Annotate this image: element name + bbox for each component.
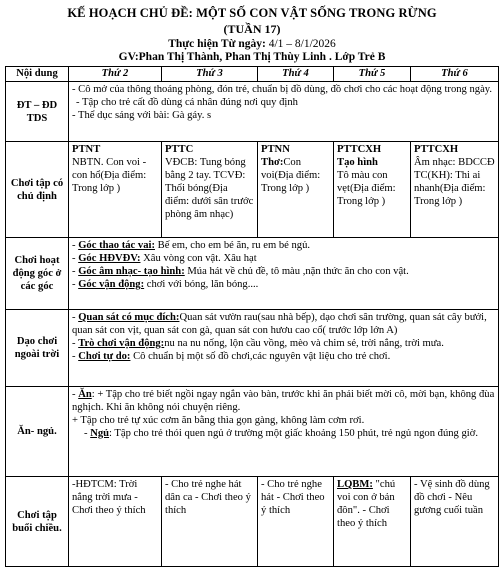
outdoor-observe-text: Quan sát vườn rau(sau nhà bếp), dạo chơi sân trường, quan sát cây bưởi, quan sát con vịt, quan sát con gà, quan sát con hươu cao cổ( trước lớp lớn A) [72,312,487,336]
outdoor-game-text: nu na nu nống, lộn cầu vồng, mèo và chim sẻ, trời nắng, trời mưa. [164,338,444,349]
corner-text: chơi với bóng, lăn bóng.... [144,279,259,290]
row-label-lessons: Chơi tập có chủ định [6,142,69,238]
corner-name: Góc âm nhạc- tạo hình: [78,266,185,277]
afternoon-thu-name: LQBM: [337,479,373,490]
afternoon-mon: -HĐTCM: Trời nắng trời mưa - Chơi theo ý thích [69,477,162,567]
afternoon-thu-text: "chú voi con ở bản đôn". - Chơi theo ý thích [337,479,396,529]
outdoor-observe-name: Quan sát có mục đích: [78,312,180,323]
date-value: 4/1 – 8/1/2026 [268,38,336,50]
meal-text: - Ăn: + Tập cho trẻ biết ngồi ngay ngắn vào bàn, trước khi ăn phải biết mời cô, mời bạn, không đùa nghịch. Khi ăn không nói chuyện riêng. [72,389,495,413]
table-header-row [6,67,499,82]
meal-name: Ăn [78,389,92,400]
outdoor-game-name: Trò chơi vận động: [78,338,165,349]
lesson-title: PTTCXH [337,144,382,155]
outdoor-content [69,310,499,387]
table-row-corners [6,238,499,310]
lesson-text: Con voi(Địa điểm: Trong lớp ) [261,157,321,194]
welcome-line: - Cô mở của thông thoáng phòng, đón trẻ, chuẩn bị đồ dùng, đồ chơi cho các hoạt động trong ngày. [72,84,493,95]
lesson-title: PTTCXH [414,144,459,155]
col-header-wed: Thứ 4 [258,67,334,82]
lesson-thu [334,142,411,238]
table-row-afternoon [6,477,499,567]
lesson-title: PTNT [72,144,101,155]
corner-name: Góc vận động: [78,279,145,290]
schedule-table [5,66,499,567]
row-label-outdoor: Dạo chơi ngoài trời [6,310,69,387]
col-header-tue: Thứ 3 [162,67,258,82]
outdoor-game: - Trò chơi vận động:nu na nu nống, lộn cầu vồng, mèo và chim sẻ, trời nắng, trời mưa. [72,338,444,349]
corner-text: Bế em, cho em bé ăn, ru em bé ngủ. [154,240,311,251]
corner-item: - Góc âm nhạc- tạo hình: Múa hát về chủ đề, tô màu ,nặn thức ăn cho con vật. [72,266,409,277]
week-label: (TUẦN 17) [223,22,281,36]
corner-item: - Góc vận động: chơi với bóng, lăn bóng.... [72,279,259,290]
sleep-desc: : Tập cho trẻ thói quen ngủ ở trường một giấc khoảng 150 phút, trẻ ngủ ngon đúng giờ. [109,428,478,439]
lesson-body: Âm nhạc: BDCCĐ TC(KH): Thi ai nhanh(Địa điểm: Trong lớp ) [414,157,495,207]
sleep-text: - Ngủ: Tập cho trẻ thói quen ngủ ở trường một giấc khoảng 150 phút, trẻ ngủ ngon đúng giờ. [84,428,478,439]
date-label: Thực hiện Từ ngày: [168,38,266,50]
afternoon-tue: - Cho trẻ nghe hát dân ca - Chơi theo ý thích [162,477,258,567]
outdoor-free-play: - Chơi tự do: Cô chuẩn bị một số đồ chơi,các nguyên vật liệu cho trẻ chơi. [72,351,391,362]
table-row-meal-sleep [6,387,499,477]
lesson-body: Tô màu con vẹt(Địa điểm: Trong lớp ) [337,170,396,207]
meal-desc: : + Tập cho trẻ biết ngồi ngay ngắn vào bàn, trước khi ăn phải biết mời cô, mời bạn, không đùa nghịch. Khi ăn không nói chuyện riêng. [72,389,495,413]
lesson-wed [258,142,334,238]
outdoor-free-play-text: Cô chuẩn bị một số đồ chơi,các nguyên vật liệu cho trẻ chơi. [130,351,391,362]
welcome-content [69,82,499,142]
table-row-welcome [6,82,499,142]
lesson-body: VĐCB: Tung bóng bằng 2 tay. TCVĐ: Thổi bóng(Địa điểm: dưới sân trước phòng âm nhạc) [165,157,254,220]
row-label-meal-sleep: Ăn- ngủ. [6,387,69,477]
lesson-title: PTNN [261,144,290,155]
meal-text-2: + Tập cho trẻ tự xúc cơm ăn bằng thìa gọn gàng, không làm cơm rơi. [72,415,365,426]
corner-item: - Góc HĐVĐV: Xâu vòng con vật. Xâu hạt [72,253,257,264]
outdoor-free-play-name: Chơi tự do: [78,351,131,362]
lesson-body [261,156,330,195]
corner-text: Xâu vòng con vật. Xâu hạt [140,253,257,264]
table-row-outdoor [6,310,499,387]
corner-name: Góc thao tác vai: [78,240,155,251]
lesson-tue [162,142,258,238]
lesson-subject: Thơ: [261,157,284,168]
welcome-line: - Tập cho trẻ cất đồ dùng cá nhân đúng nơi quy định [76,97,298,108]
col-header-fri: Thứ 6 [411,67,499,82]
col-header-content: Nội dung [6,67,69,82]
welcome-line: - Thể dục sáng với bài: Gà gáy. s [72,110,212,121]
lesson-fri [411,142,499,238]
corners-content [69,238,499,310]
col-header-thu: Thứ 5 [334,67,411,82]
corner-name: Góc HĐVĐV: [78,253,141,264]
lesson-subject: Tạo hình [337,157,378,168]
lesson-title: PTTC [165,144,194,155]
outdoor-observe: - Quan sát có mục đích:Quan sát vườn rau(sau nhà bếp), dạo chơi sân trường, quan sát cây bưởi, quan sát con vịt, quan sát con gà, quan sát con hươu cao cổ( trước lớp lớn A) [72,312,487,336]
afternoon-fri: - Vệ sinh đồ dùng đồ chơi - Nêu gương cuối tuần [411,477,499,567]
row-label-corners: Chơi hoạt động góc ở các góc [6,238,69,310]
row-label-afternoon: Chơi tập buổi chiều. [6,477,69,567]
date-line [0,38,504,50]
lesson-body: NBTN. Con voi - con hổ(Địa điểm: Trong lớp ) [72,157,147,194]
col-header-mon: Thứ 2 [69,67,162,82]
teachers-line: GV:Phan Thị Thành, Phan Thị Thùy Linh . Lớp Trẻ B [118,51,386,63]
row-label-welcome: ĐT – ĐD TDS [6,82,69,142]
sleep-name: Ngủ [90,428,110,439]
corner-text: Múa hát về chủ đề, tô màu ,nặn thức ăn cho con vật. [184,266,409,277]
corner-item: - Góc thao tác vai: Bế em, cho em bé ăn, ru em bé ngủ. [72,240,311,251]
afternoon-wed: - Cho trẻ nghe hát - Chơi theo ý thích [258,477,334,567]
table-row-lessons [6,142,499,238]
meal-sleep-content [69,387,499,477]
afternoon-thu [334,477,411,567]
plan-title: KẾ HOẠCH CHỦ ĐỀ: MỘT SỐ CON VẬT SỐNG TRONG RỪNG [67,6,437,20]
lesson-mon [69,142,162,238]
